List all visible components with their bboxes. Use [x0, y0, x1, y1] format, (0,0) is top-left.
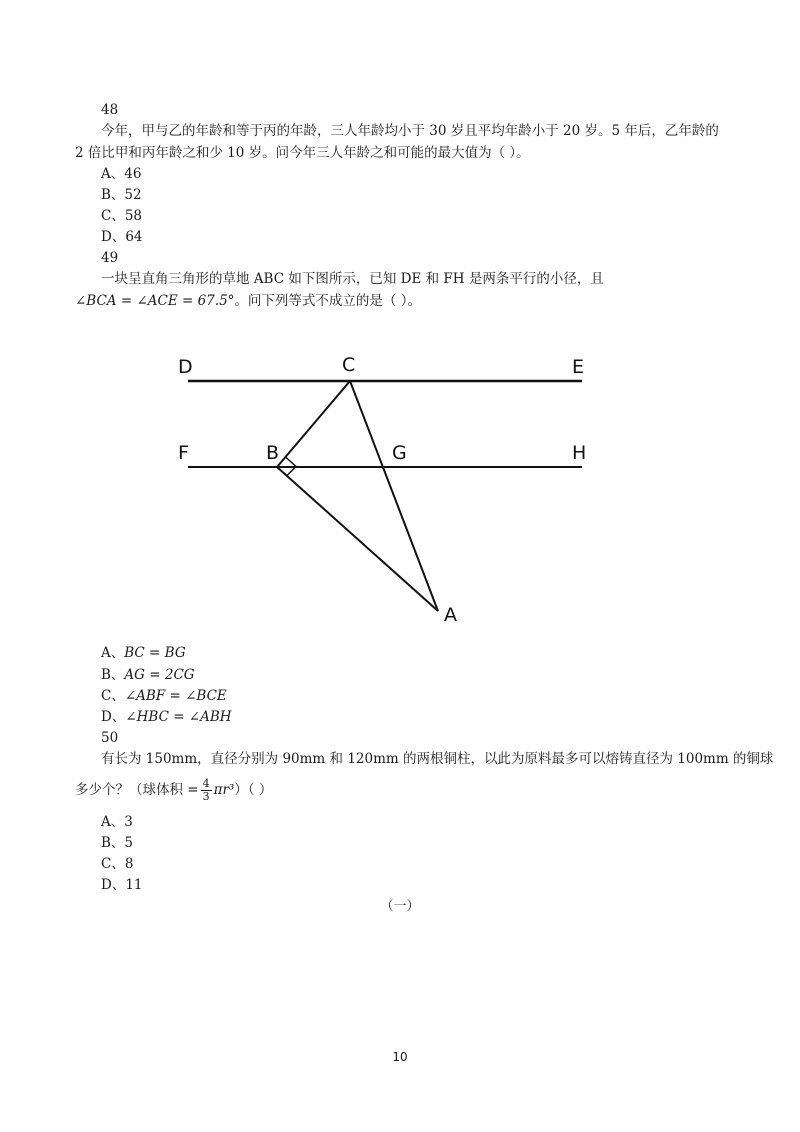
label-d: D: [178, 356, 193, 378]
triangle-figure: [170, 345, 610, 630]
label-e: E: [572, 356, 585, 378]
q48-option-d: D、64: [101, 229, 143, 245]
label-g: G: [392, 442, 407, 464]
q49-text-line2-rest: 。问下列等式不成立的是（ ）。: [234, 293, 421, 309]
q49-option-a-prefix: A、: [101, 645, 125, 661]
q48-text-line1: 今年，甲与乙的年龄和等于丙的年龄，三人年龄均小于 30 岁且平均年龄小于 20 岁。5 年后，乙年龄的: [101, 123, 719, 139]
q48-option-c: C、58: [101, 208, 143, 224]
section-note: （一）: [380, 899, 420, 914]
q48-text-line2: 2 倍比甲和丙年龄之和少 10 岁。问今年三人年龄之和可能的最大值为（ ）。: [75, 145, 530, 161]
q49-option-c: [101, 686, 227, 706]
segment-ba: [277, 467, 438, 611]
q50-option-b: B、5: [101, 835, 134, 851]
q50-option-c: C、8: [101, 856, 134, 872]
q49-option-d: [101, 707, 232, 727]
label-f: F: [178, 442, 189, 464]
q49-option-c-math: ∠ABF = ∠BCE: [124, 688, 227, 704]
q49-option-c-prefix: C、: [101, 688, 125, 704]
segment-ca: [350, 381, 438, 611]
q49-option-d-math: ∠HBC = ∠ABH: [125, 709, 232, 725]
q50-text-line1: 有长为 150mm，直径分别为 90mm 和 120mm 的两根铜柱，以此为原料最多可以熔铸直径为 100mm 的铜球: [101, 751, 774, 767]
q50-text-line2: [75, 776, 272, 804]
q50-text-line2-pre: 多少个？（球体积 =: [75, 782, 199, 798]
page-number: 10: [392, 1050, 408, 1064]
label-h: H: [572, 442, 587, 464]
q49-option-b-math: AG = 2CG: [124, 667, 195, 683]
fraction-numerator: 4: [202, 777, 210, 790]
fraction-denominator: 3: [202, 790, 210, 803]
q48-option-b: B、52: [101, 187, 142, 203]
label-a: A: [444, 604, 457, 626]
label-b: B: [266, 442, 280, 464]
q50-option-d: D、11: [101, 877, 143, 893]
fraction-four-thirds: [201, 778, 212, 803]
q50-text-line2-post: ）（ ）: [234, 782, 273, 798]
q48-number: 48: [101, 102, 119, 118]
q50-sphere-formula: πr³: [213, 782, 235, 798]
q49-text-line1: 一块呈直角三角形的草地 ABC 如下图所示，已知 DE 和 FH 是两条平行的小径，且: [101, 271, 604, 287]
q49-option-a: [101, 643, 186, 663]
q49-option-b: [101, 665, 195, 685]
q49-angle-condition: ∠BCA = ∠ACE = 67.5°: [75, 293, 235, 309]
q50-option-a: A、3: [101, 814, 133, 830]
segment-cb: [277, 381, 350, 467]
q49-option-d-prefix: D、: [101, 709, 126, 725]
q49-number: 49: [101, 250, 119, 266]
q49-text-line2: [75, 291, 421, 311]
q49-option-b-prefix: B、: [101, 667, 125, 683]
q50-number: 50: [101, 730, 119, 746]
q48-option-a: A、46: [101, 166, 142, 182]
label-c: C: [342, 354, 356, 376]
q49-option-a-math: BC = BG: [124, 645, 186, 661]
